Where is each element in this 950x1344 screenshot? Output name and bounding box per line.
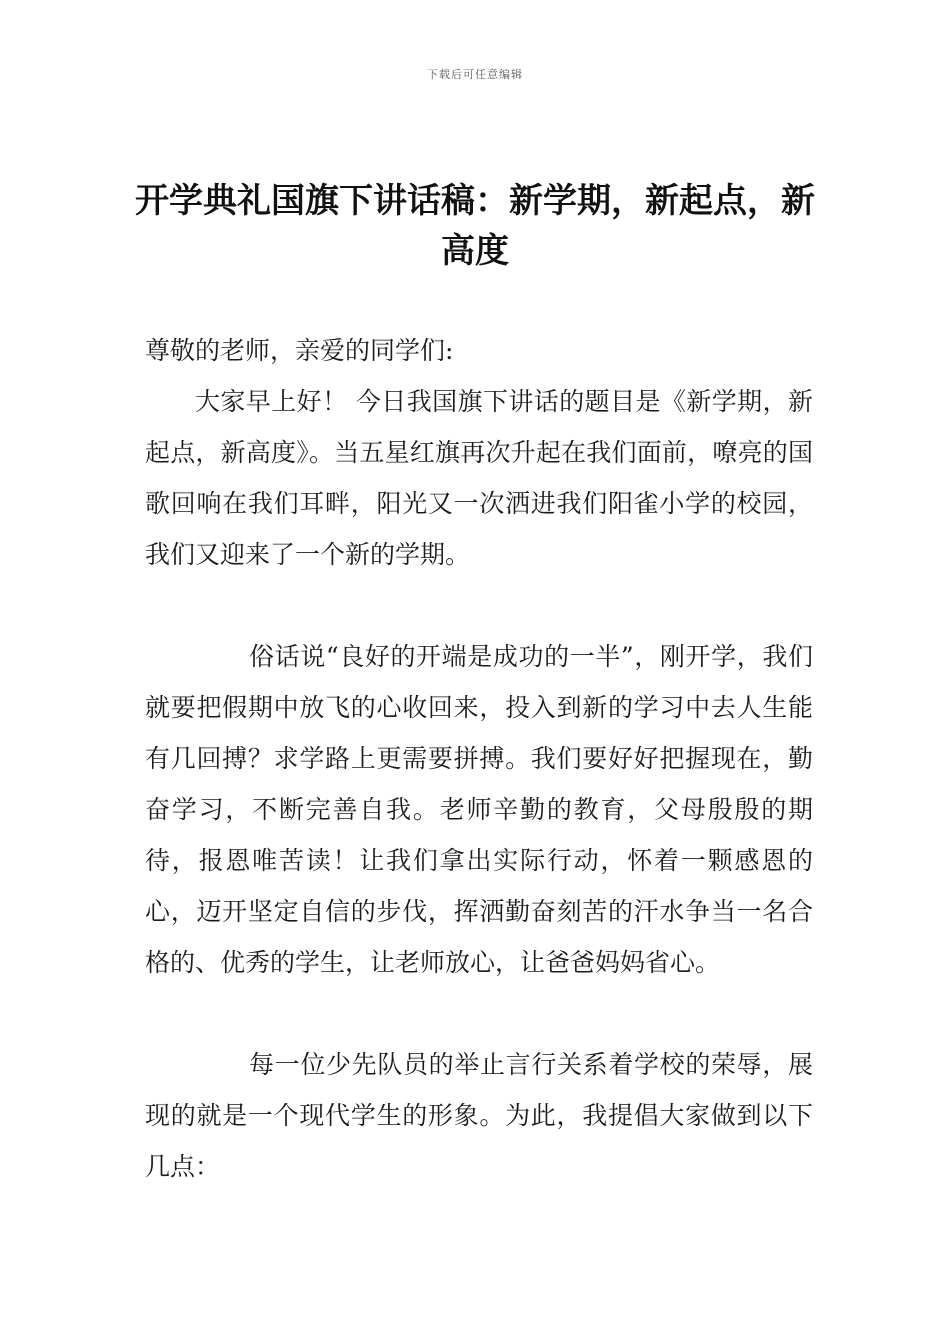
document-body: [145, 325, 813, 1192]
paragraph-greeting: 大家早上好！ 今日我国旗下讲话的题目是《新学期，新起点，新高度》。当五星红旗再次升起在我们面前，嘹亮的国歌回响在我们耳畔，阳光又一次洒进我们阳雀小学的校园，我们又迎来了一个新的学期。: [145, 387, 813, 569]
paragraph-conduct: 每一位少先队员的举止言行关系着学校的荣辱，展现的就是一个现代学生的形象。为此，我提倡大家做到以下几点：: [145, 1050, 813, 1181]
header-note: 下载后可任意编辑: [427, 68, 523, 81]
salutation: 尊敬的老师，亲爱的同学们:: [145, 336, 454, 365]
document-title: 开学典礼国旗下讲话稿：新学期，新起点，新高度: [135, 181, 815, 271]
paragraph-new-start: 俗话说“良好的开端是成功的一半”，刚开学，我们就要把假期中放飞的心收回来，投入到新的学习中去人生能有几回搏？求学路上更需要拼搏。我们要好好把握现在，勤奋学习，不断完善自我。老师辛勤的教育，父母殷殷的期待，报恩唯苦读！让我们拿出实际行动，怀着一颗感恩的心，迈开坚定自信的步伐，挥洒勤奋刻苦的汗水争当一名合格的、优秀的学生，让老师放心，让爸爸妈妈省心。: [145, 642, 813, 977]
